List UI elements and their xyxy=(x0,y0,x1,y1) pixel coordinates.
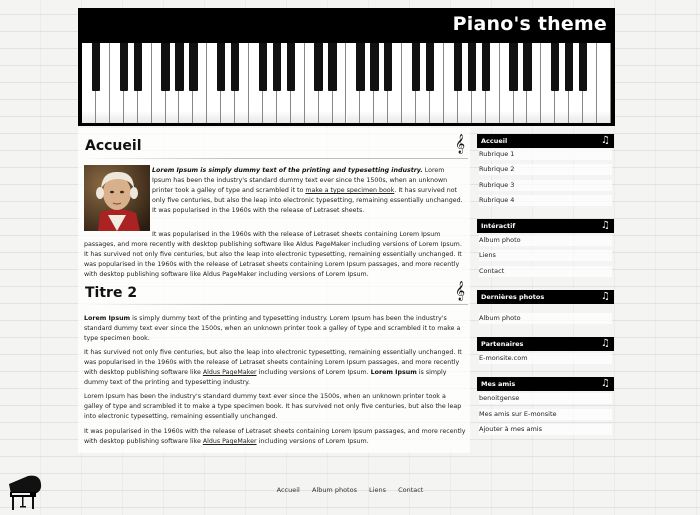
specimen-book-link[interactable]: make a type specimen book xyxy=(305,187,395,194)
piano-black-key xyxy=(92,43,100,91)
sidebar-item-liens[interactable]: Liens xyxy=(479,250,612,261)
section-title-accueil: Accueil xyxy=(85,138,142,154)
titre2-paragraph-1 xyxy=(84,314,466,344)
sidebar-item-benoitgense[interactable]: benoitgense xyxy=(479,393,612,404)
sidebar-item-mes-amis-emonsite[interactable]: Mes amis sur E-monsite xyxy=(479,409,612,420)
sidebar-item-rubrique-4[interactable]: Rubrique 4 xyxy=(479,195,612,206)
piano-black-key xyxy=(161,43,169,91)
titre2-paragraph-3: Lorem Ipsum has been the industry's standard dummy text ever since the 1500s, when an unknown printer took a galley of type and scrambled it to make a type specimen book. It has survived not only five centuries, but also the leap into electronic typesetting, remaining essentially unchanged. xyxy=(84,393,462,420)
titre2-p2-text-c: is simply dummy text of the printing and typesetting industry. xyxy=(84,369,447,386)
piano-black-key xyxy=(314,43,322,91)
treble-clef-icon: 𝄞 xyxy=(455,134,466,154)
mozart-portrait xyxy=(84,165,150,231)
site-header xyxy=(78,8,615,126)
piano-black-key xyxy=(231,43,239,91)
piano-black-key xyxy=(412,43,420,91)
piano-black-key xyxy=(523,43,531,91)
piano-keyboard-banner xyxy=(82,43,611,123)
sidebar-item-rubrique-1[interactable]: Rubrique 1 xyxy=(479,149,612,160)
footer-link-album-photos[interactable]: Album photos xyxy=(311,486,357,494)
grand-piano-icon xyxy=(6,470,44,512)
piano-white-key xyxy=(597,43,611,123)
sidebar-heading-label: Dernières photos xyxy=(481,293,545,301)
music-note-icon: ♫ xyxy=(601,135,610,146)
treble-clef-icon: 𝄞 xyxy=(455,281,466,301)
piano-black-key xyxy=(482,43,490,91)
piano-black-key xyxy=(287,43,295,91)
sidebar-item-album-photo-2[interactable]: Album photo xyxy=(479,313,612,324)
footer-link-contact[interactable]: Contact xyxy=(398,486,424,494)
aldus-pagemaker-link[interactable]: Aldus PageMaker xyxy=(202,369,257,376)
titre2-p2-bold: Lorem Ipsum xyxy=(370,369,417,376)
piano-black-key xyxy=(328,43,336,91)
piano-black-key xyxy=(551,43,559,91)
titre2-p4-text-a: It was popularised in the 1960s with the release of Letraset sheets containing Lorem Ipsum passages, and more recently with desktop publishing software like xyxy=(84,428,466,445)
sidebar-heading-label: Mes amis xyxy=(481,380,516,388)
piano-black-key xyxy=(509,43,517,91)
sidebar-heading-mes-amis xyxy=(477,377,614,391)
music-note-icon: ♫ xyxy=(601,291,610,302)
accueil-lead-bold: Lorem Ipsum is simply dummy text of the printing and typesetting industry. xyxy=(152,167,423,174)
sidebar-heading-accueil xyxy=(477,134,614,148)
accueil-p1-text-b: . It has survived not only five centuries, but also the leap into electronic typesetting, remaining essentially unchanged. It was popularised in the 1960s with the release of Letraset sheets. xyxy=(152,187,463,214)
section-divider xyxy=(80,304,468,305)
titre2-p1-bold: Lorem Ipsum xyxy=(84,315,131,322)
sidebar-heading-partenaires xyxy=(477,337,614,351)
sidebar-heading-label: Accueil xyxy=(481,137,508,145)
footer-link-accueil[interactable]: Accueil xyxy=(276,486,300,494)
sidebar-item-album-photo[interactable]: Album photo xyxy=(479,235,612,246)
piano-black-key xyxy=(579,43,587,91)
titre2-paragraph-2 xyxy=(84,348,466,388)
piano-black-key xyxy=(565,43,573,91)
piano-black-key xyxy=(384,43,392,91)
aldus-pagemaker-link[interactable]: Aldus PageMaker xyxy=(202,438,257,445)
sidebar-heading-interactif xyxy=(477,219,614,233)
titre2-paragraph-4 xyxy=(84,427,466,447)
piano-black-key xyxy=(120,43,128,91)
music-note-icon: ♫ xyxy=(601,378,610,389)
titre2-p2-text-b: including versions of Lorem Ipsum. xyxy=(256,369,371,376)
piano-black-key xyxy=(356,43,364,91)
sidebar-item-contact[interactable]: Contact xyxy=(479,266,612,277)
sidebar-heading-dernieres-photos xyxy=(477,290,614,304)
piano-black-key xyxy=(175,43,183,91)
footer-link-liens[interactable]: Liens xyxy=(369,486,386,494)
piano-black-key xyxy=(217,43,225,91)
piano-black-key xyxy=(259,43,267,91)
piano-black-key xyxy=(189,43,197,91)
piano-black-key xyxy=(273,43,281,91)
sidebar-item-ajouter-amis[interactable]: Ajouter à mes amis xyxy=(479,424,612,435)
sidebar-item-e-monsite[interactable]: E-monsite.com xyxy=(479,353,612,364)
piano-black-key xyxy=(134,43,142,91)
piano-black-key xyxy=(370,43,378,91)
accueil-paragraph-1 xyxy=(152,166,464,216)
titre2-p2-text-a: It has survived not only five centuries, but also the leap into electronic typesetting, remaining essentially unchanged. It was popularised in the 1960s with the release of Letraset sheets containing Lorem Ipsum passages, and more recently with desktop publishing software like xyxy=(84,349,462,376)
piano-black-key xyxy=(468,43,476,91)
portrait-image xyxy=(84,165,150,231)
section-divider xyxy=(80,158,468,159)
section-title-titre-2: Titre 2 xyxy=(85,285,138,301)
sidebar-heading-label: Intéractif xyxy=(481,222,516,230)
piano-black-key xyxy=(426,43,434,91)
sidebar-item-rubrique-2[interactable]: Rubrique 2 xyxy=(479,164,612,175)
sidebar-heading-label: Partenaires xyxy=(481,340,524,348)
accueil-paragraph-2: It was popularised in the 1960s with the release of Letraset sheets containing Lorem Ipsum passages, and more recently with desktop publishing software like Aldus PageMaker including versions of Lorem Ipsum. It has survived not only five centuries, but also the leap into electronic typesetting, remaining essentially unchanged. It was popularised in the 1960s with the release of Letraset sheets containing Lorem Ipsum passages, and more recently with desktop publishing software like Aldus PageMaker including versions of Lorem Ipsum. xyxy=(84,231,462,278)
music-note-icon: ♫ xyxy=(601,220,610,231)
titre2-p4-text-b: including versions of Lorem Ipsum. xyxy=(256,438,369,445)
site-title: Piano's theme xyxy=(452,13,607,35)
titre2-p1-text: is simply dummy text of the printing and typesetting industry. Lorem Ipsum has been the industry's standard dummy text ever since the 1500s, when an unknown printer took a galley of type and scrambled it to make a type specimen book. xyxy=(84,315,461,342)
music-note-icon: ♫ xyxy=(601,338,610,349)
accueil-p1-text-a: Lorem Ipsum has been the industry's standard dummy text ever since the 1500s, when an unknown printer took a galley of type and scrambled it to xyxy=(152,167,448,194)
sidebar-item-rubrique-3[interactable]: Rubrique 3 xyxy=(479,180,612,191)
footer-nav xyxy=(0,486,700,494)
piano-black-key xyxy=(454,43,462,91)
